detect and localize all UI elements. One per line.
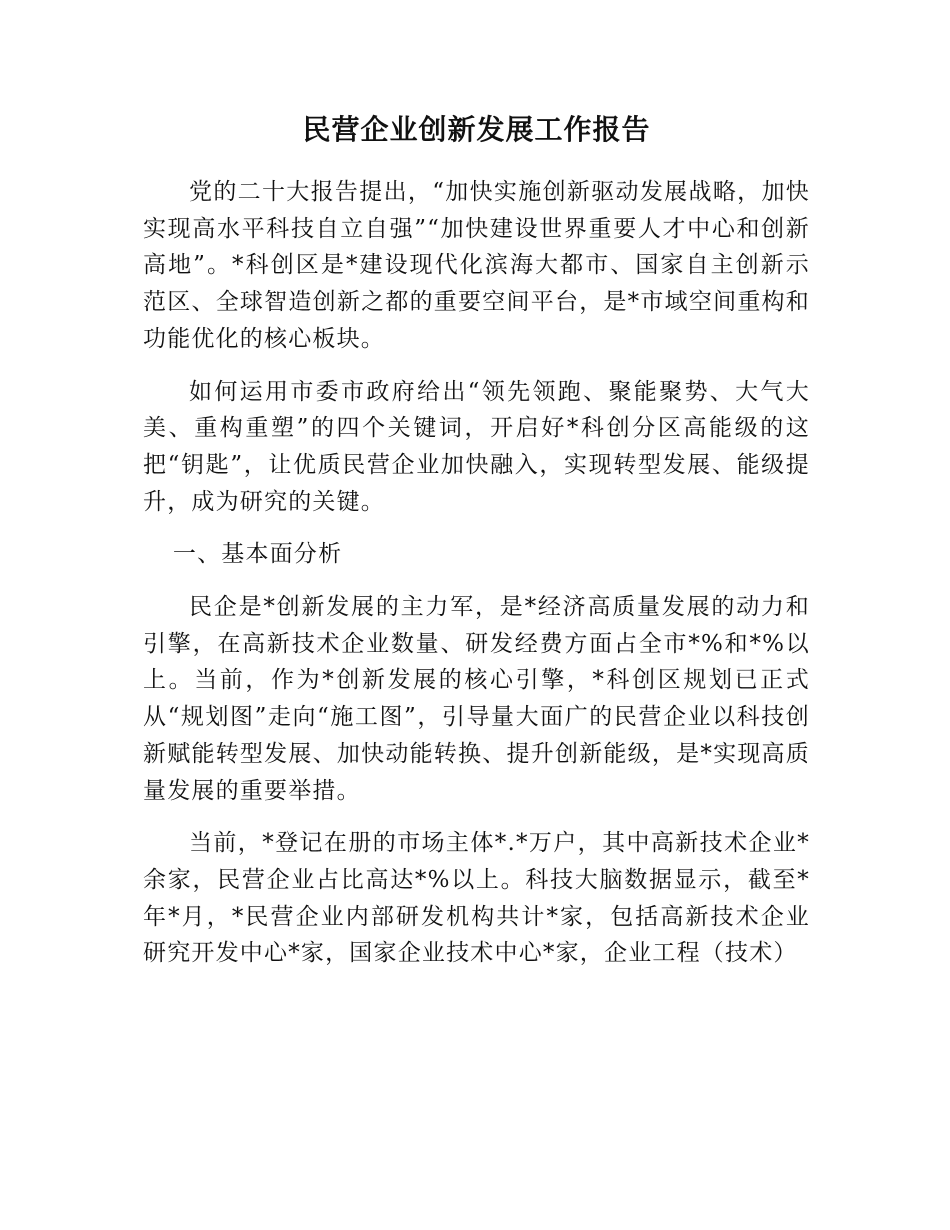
paragraph-key-question: 如何运用市委市政府给出“领先领跑、聚能聚势、大气大美、重构重塑”的四个关键词，开启好*科创分区高能级的这把“钥匙”，让优质民营企业加快融入，实现转型发展、能级提升，成为研究的关键。 — [143, 378, 810, 515]
paragraph-private-enterprise-role: 民企是*创新发展的主力军，是*经济高质量发展的动力和引擎，在高新技术企业数量、研发经费方面占全市*%和*%以上。当前，作为*创新发展的核心引擎，*科创区规划已正式从“规划图”走向“施工图”，引导量大面广的民营企业以科技创新赋能转型发展、加快动能转换、提升创新能级，是*实现高质量发展的重要举措。 — [143, 594, 810, 804]
document-page — [143, 108, 810, 988]
paragraph-intro: 党的二十大报告提出，“加快实施创新驱动发展战略，加快实现高水平科技自立自强”“加快建设世界重要人才中心和创新高地”。*科创区是*建设现代化滨海大都市、国家自主创新示范区、全球智造创新之都的重要空间平台，是*市域空间重构和功能优化的核心板块。 — [143, 179, 810, 352]
paragraph-market-statistics: 当前，*登记在册的市场主体*.*万户，其中高新技术企业*余家，民营企业占比高达*%以上。科技大脑数据显示，截至*年*月，*民营企业内部研发机构共计*家，包括高新技术企业研究开发中心*家，国家企业技术中心*家，企业工程（技术） — [143, 830, 810, 967]
section-heading-basic-analysis: 一、基本面分析 — [172, 541, 343, 568]
document-title: 民营企业创新发展工作报告 — [302, 113, 651, 146]
